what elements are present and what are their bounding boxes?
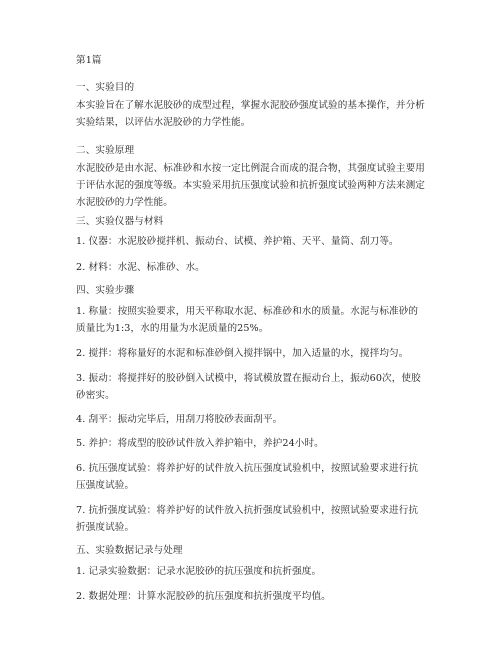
paragraph-line: 实验结果，以评估水泥胶砂的力学性能。 bbox=[76, 117, 251, 128]
chapter-title: 第1篇 bbox=[76, 55, 102, 66]
list-item: 1. 仪器：水泥胶砂搅拌机、振动台、试模、养护箱、天平、量筒、刮刀等。 bbox=[76, 236, 399, 247]
list-item-continuation: 砂密实。 bbox=[76, 390, 115, 401]
list-item-continuation: 压强度试验。 bbox=[76, 480, 135, 491]
section-heading-principle: 二、实验原理 bbox=[76, 145, 135, 156]
list-item-continuation: 折强度试验。 bbox=[76, 522, 135, 533]
list-item: 2. 材料：水泥、标准砂、水。 bbox=[76, 262, 205, 273]
paragraph-line: 水泥胶砂是由水泥、标准砂和水按一定比例混合而成的混合物，其强度试验主要用 bbox=[76, 163, 425, 174]
list-item: 6. 抗压强度试验：将养护好的试件放入抗压强度试验机中，按照试验要求进行抗 bbox=[76, 463, 419, 474]
paragraph-line: 水泥胶砂的力学性能。 bbox=[76, 197, 173, 208]
list-item: 5. 养护：将成型的胶砂试件放入养护箱中，养护24小时。 bbox=[76, 438, 324, 449]
list-item: 1. 称量：按照实验要求，用天平称取水泥、标准砂和水的质量。水泥与标准砂的 bbox=[76, 306, 419, 317]
list-item: 2. 数据处理：计算水泥胶砂的抗压强度和抗折强度平均值。 bbox=[76, 591, 331, 602]
paragraph-line: 于评估水泥的强度等级。本实验采用抗压强度试验和抗折强度试验两种方法来测定 bbox=[76, 180, 425, 191]
section-heading-data: 五、实验数据记录与处理 bbox=[76, 545, 183, 556]
list-item: 4. 刮平：振动完毕后，用刮刀将胶砂表面刮平。 bbox=[76, 414, 283, 425]
section-heading-instruments: 三、实验仪器与材料 bbox=[76, 216, 164, 227]
list-item: 3. 振动：将搅拌好的胶砂倒入试模中，将试模放置在振动台上，振动60次，使胶 bbox=[76, 373, 421, 384]
list-item: 7. 抗折强度试验：将养护好的试件放入抗折强度试验机中，按照试验要求进行抗 bbox=[76, 505, 419, 516]
list-item-continuation: 质量比为1:3，水的用量为水泥质量的25%。 bbox=[76, 323, 269, 334]
section-heading-steps: 四、实验步骤 bbox=[76, 285, 135, 296]
list-item: 1. 记录实验数据：记录水泥胶砂的抗压强度和抗折强度。 bbox=[76, 566, 322, 577]
section-heading-purpose: 一、实验目的 bbox=[76, 82, 135, 93]
list-item: 2. 搅拌：将称量好的水泥和标准砂倒入搅拌锅中，加入适量的水，搅拌均匀。 bbox=[76, 348, 409, 359]
paragraph-line: 本实验旨在了解水泥胶砂的成型过程，掌握水泥胶砂强度试验的基本操作，并分析 bbox=[76, 100, 425, 111]
